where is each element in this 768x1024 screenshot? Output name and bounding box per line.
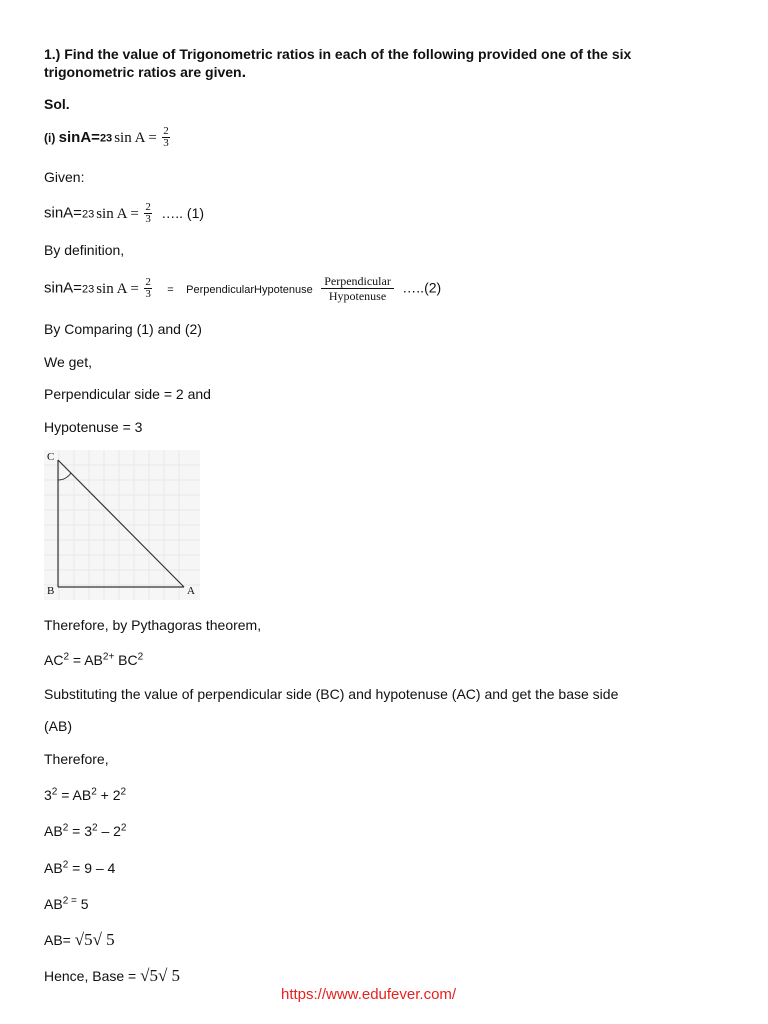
step3-a: AB: [44, 860, 63, 876]
perpendicular-side-text: Perpendicular side = 2 and: [44, 386, 211, 402]
eq2-expr: sin A =: [96, 280, 139, 297]
eq2-prefix: sinA=: [44, 279, 82, 297]
step-4: [44, 896, 89, 912]
we-get-text: We get,: [44, 354, 92, 370]
side-ac: [58, 460, 184, 587]
hence-radical-2: √ 5: [157, 966, 181, 985]
step2-b-exp: 2: [92, 822, 98, 834]
eq2-tag: …..(2): [402, 279, 442, 296]
vertex-label-a: A: [187, 585, 195, 597]
eq2-fraction-num: 2: [145, 276, 151, 288]
therefore-text: Therefore,: [44, 751, 109, 767]
hence-prefix: Hence, Base =: [44, 968, 141, 984]
step1-mid: = AB: [57, 787, 92, 803]
step3-rest: = 9 – 4: [68, 860, 116, 876]
eq2-fraction: [144, 277, 152, 300]
part-i-fraction-num: 2: [163, 125, 169, 137]
eq2-big-fraction-den: Hypotenuse: [328, 289, 387, 303]
vertex-label-c: C: [47, 451, 55, 463]
hence-radical-1: √5: [140, 966, 158, 985]
step1-a-exp: 2: [51, 786, 58, 798]
pyth-ab-exp: 2: [102, 651, 109, 663]
by-definition: By definition,: [44, 242, 125, 258]
eq2-big-fraction-num: Perpendicular: [321, 274, 394, 289]
step-5: [44, 930, 115, 950]
hypotenuse-text: Hypotenuse = 3: [44, 419, 143, 435]
triangle-figure: [44, 450, 200, 600]
part-i-fraction: [162, 126, 170, 149]
pyth-plus: +: [108, 651, 115, 663]
eq1-fraction-den: 3: [145, 213, 151, 225]
sol-label: Sol.: [44, 96, 70, 112]
part-i-fraction-den: 3: [163, 137, 169, 149]
eq1-alt: 23: [81, 208, 95, 221]
step-1: [44, 787, 126, 803]
step5-prefix: AB=: [44, 932, 75, 948]
eq2-alt-text: PerpendicularHypotenuse: [186, 283, 313, 296]
part-i-alt: 23: [99, 132, 113, 145]
step2-minus: – 2: [97, 823, 121, 839]
footer-website-link[interactable]: https://www.edufever.com/: [281, 986, 457, 1003]
eq2-alt: 23: [81, 283, 95, 296]
eq1-expr: sin A =: [96, 205, 139, 222]
step2-mid: = 3: [68, 823, 92, 839]
equation-2: [44, 274, 441, 303]
eq2-big-fraction: [321, 274, 394, 303]
comparing-text: By Comparing (1) and (2): [44, 321, 202, 337]
step5-radical-1: √5: [74, 930, 93, 949]
step3-a-exp: 2: [62, 859, 69, 871]
given-label: Given:: [44, 169, 85, 185]
hence-base: [44, 966, 180, 986]
part-i-label: (i) sinA=: [44, 128, 100, 146]
part-i-heading: [44, 126, 171, 149]
eq1-fraction-num: 2: [145, 201, 151, 213]
question-line-2-text: trigonometric ratios are given: [44, 64, 242, 80]
step1-plus: + 2: [96, 787, 121, 803]
pyth-eq-ab: = AB: [69, 652, 103, 668]
angle-c-arc: [58, 473, 71, 480]
pyth-bc: BC: [118, 652, 138, 668]
part-i-label-text: sinA=: [58, 128, 100, 146]
eq1-fraction: [144, 202, 152, 225]
vertex-label-b: B: [47, 585, 55, 597]
step1-c-exp: 2: [120, 786, 127, 798]
part-i-expr: sin A =: [114, 129, 157, 146]
question-line-2-period: .: [241, 64, 247, 81]
pyth-ac-exp: 2: [63, 651, 70, 663]
eq1-prefix: sinA=: [44, 204, 82, 222]
step1-a: 3: [44, 787, 52, 803]
substituting-line-1: Substituting the value of perpendicular side (BC) and hypotenuse (AC) and get the base side: [44, 686, 619, 702]
step4-rest: 5: [76, 896, 89, 912]
step2-a-exp: 2: [62, 822, 69, 834]
substituting-line-2: (AB): [44, 718, 72, 734]
pyth-bc-exp: 2: [137, 651, 144, 663]
step-3: [44, 860, 115, 876]
step2-c-exp: 2: [120, 822, 127, 834]
pyth-ac: AC: [44, 652, 64, 668]
step4-a-exp: 2 =: [62, 895, 77, 907]
step5-radical-2: √ 5: [92, 930, 115, 949]
step-2: [44, 823, 126, 839]
pythagoras-equation: [44, 652, 143, 668]
eq2-fraction-den: 3: [145, 288, 151, 300]
question-line-2: [44, 64, 246, 82]
triangle-diagram: [44, 450, 200, 600]
eq1-tag: ….. (1): [161, 204, 205, 221]
question-line-1: 1.) Find the value of Trigonometric ratios in each of the following provided one of the six: [44, 46, 632, 62]
step2-a: AB: [44, 823, 63, 839]
pythagoras-text: Therefore, by Pythagoras theorem,: [44, 617, 262, 633]
equation-1: [44, 202, 204, 225]
step4-a: AB: [44, 896, 63, 912]
eq2-equals: =: [167, 283, 174, 296]
step1-b-exp: 2: [91, 786, 97, 798]
